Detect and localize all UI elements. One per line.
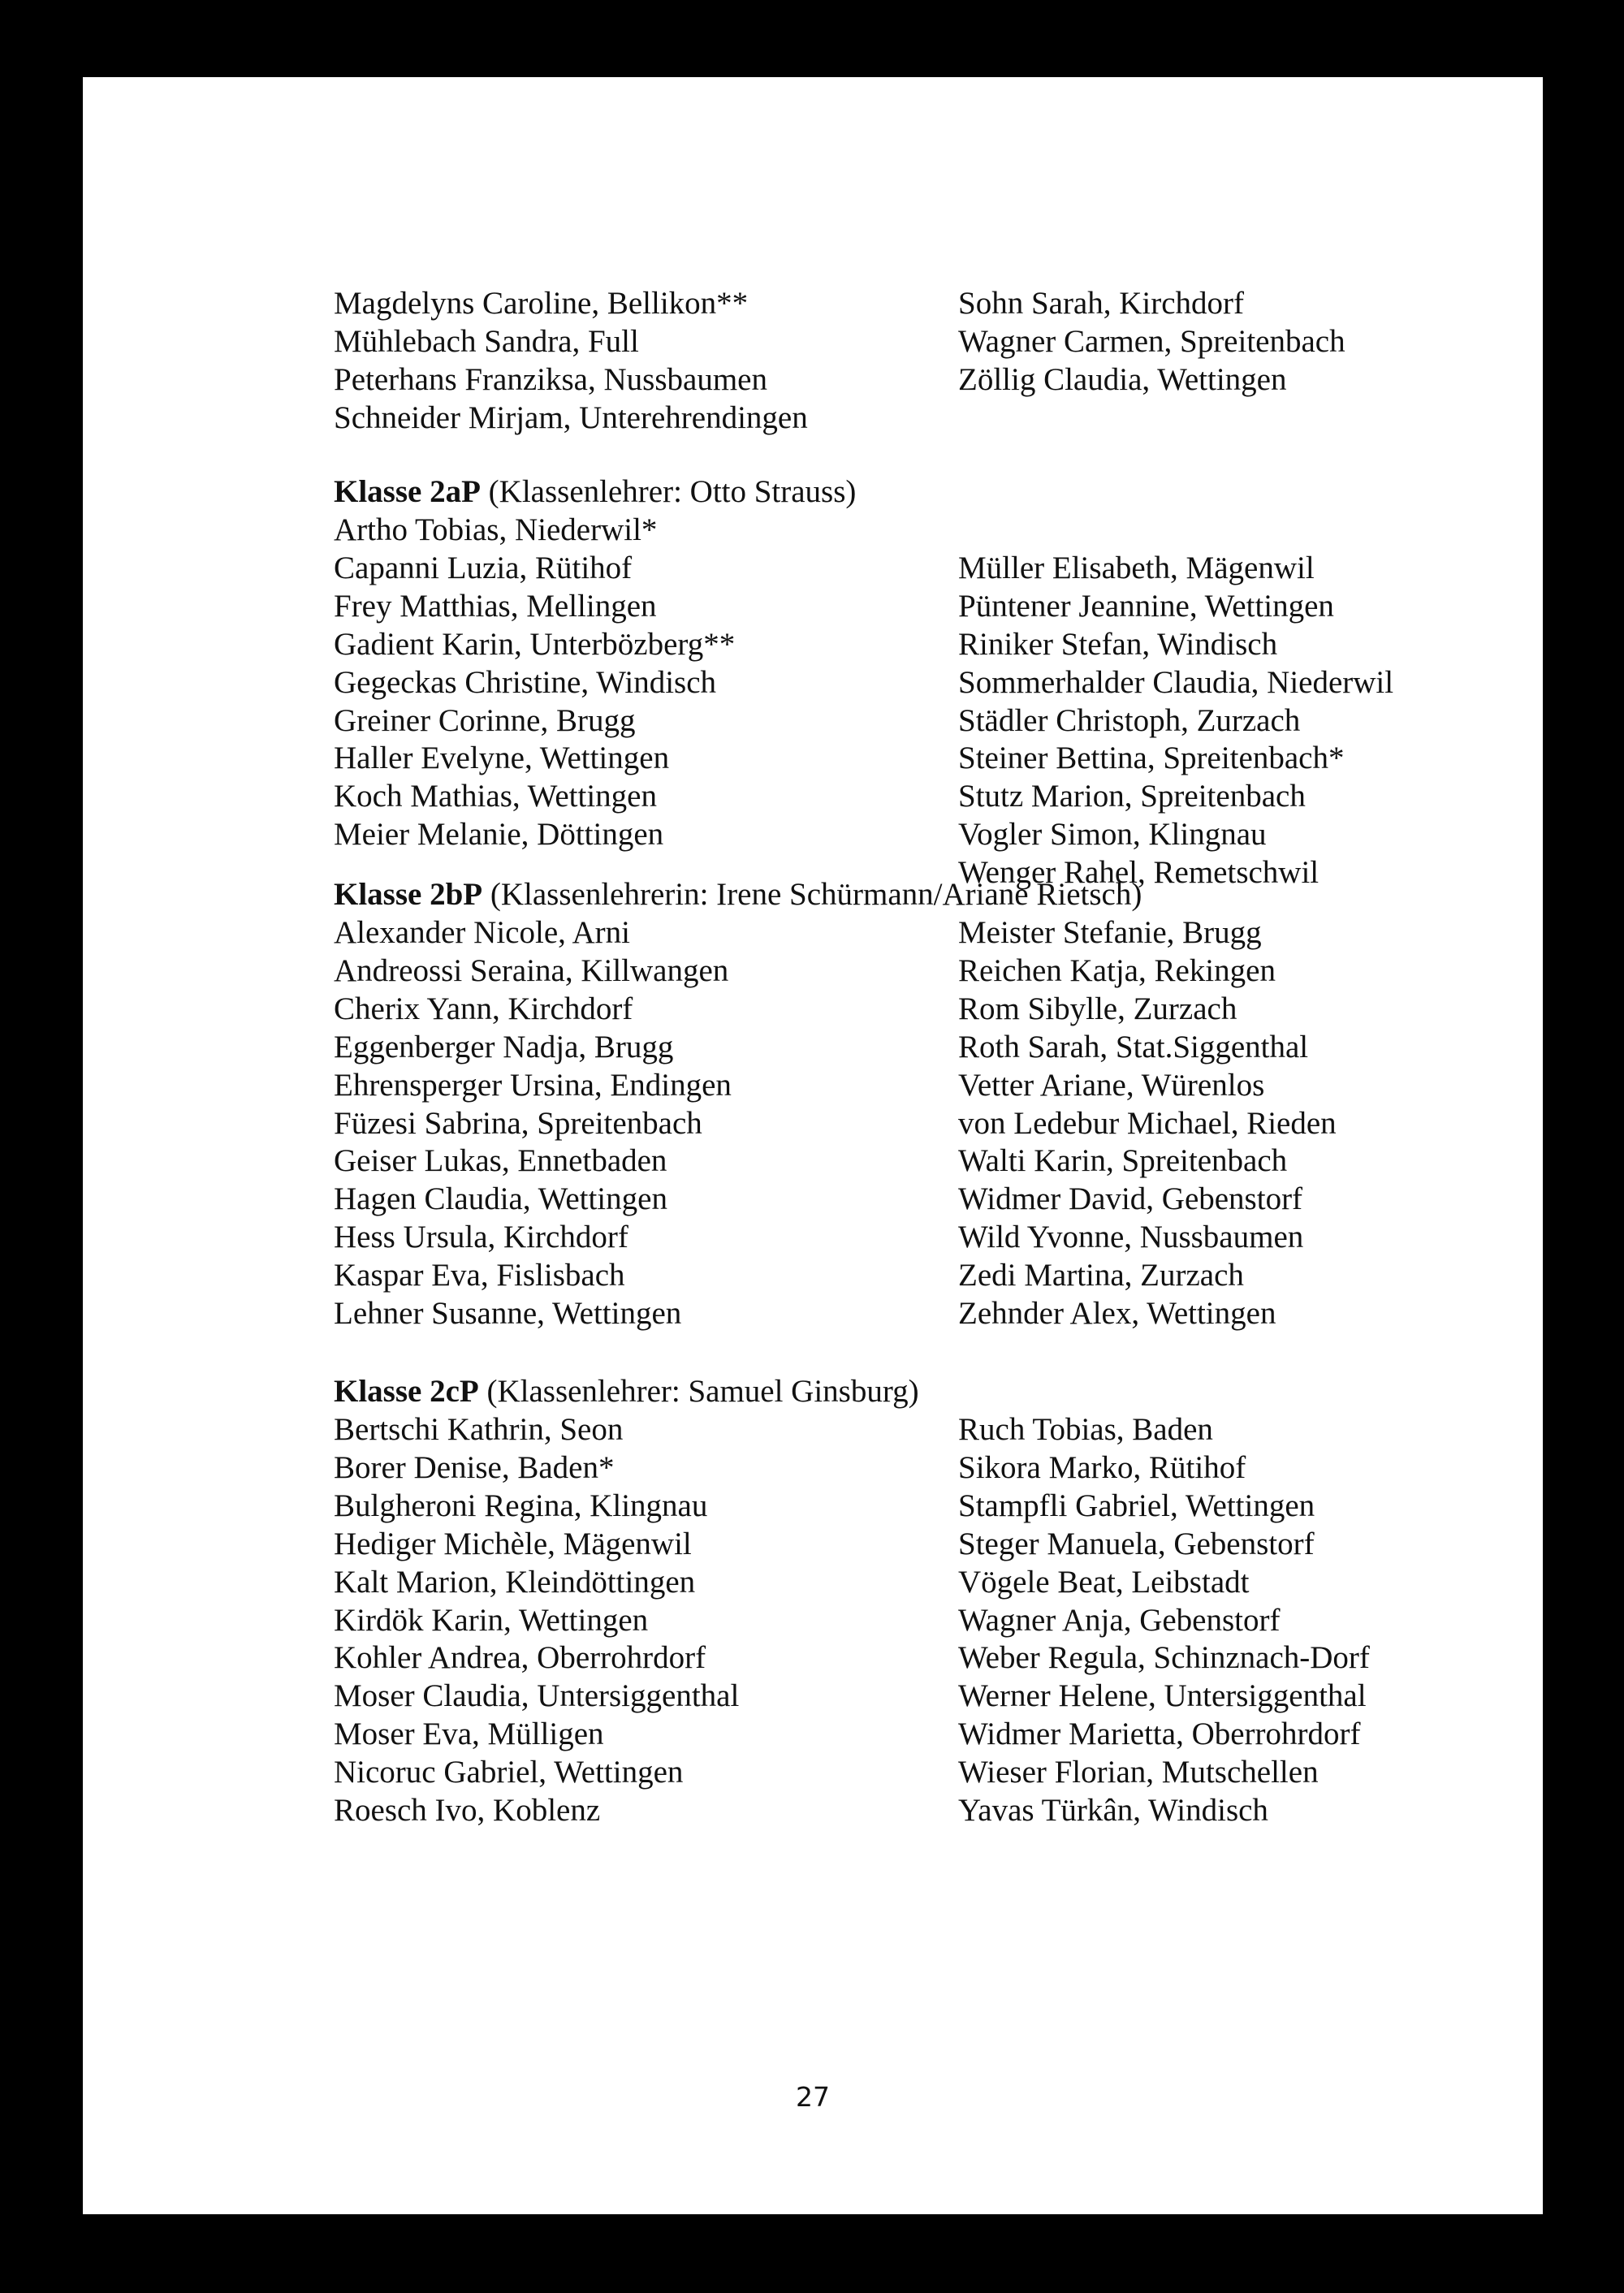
student-entry: Weber Regula, Schinznach-Dorf [958,1640,1370,1676]
student-entry: Kalt Marion, Kleindöttingen [334,1564,696,1600]
student-entry: Greiner Corinne, Brugg [334,702,636,738]
student-entry: Zehnder Alex, Wettingen [958,1296,1276,1331]
student-entry: Sikora Marko, Rütihof [958,1449,1246,1485]
class-teacher: (Klassenlehrer: Otto Strauss) [488,474,857,509]
student-entry: Hess Ursula, Kirchdorf [334,1220,628,1255]
student-entry: Widmer David, Gebenstorf [958,1181,1303,1217]
student-entry: Meister Stefanie, Brugg [958,915,1262,950]
student-entry: Cherix Yann, Kirchdorf [334,991,633,1026]
student-entry: Geiser Lukas, Ennetbaden [334,1143,667,1179]
student-entry: Püntener Jeannine, Wettingen [958,588,1334,624]
student-entry: Borer Denise, Baden* [334,1449,615,1485]
student-entry: Haller Evelyne, Wettingen [334,741,670,776]
student-entry: Lehner Susanne, Wettingen [334,1296,682,1331]
student-entry: Steger Manuela, Gebenstorf [958,1526,1315,1561]
student-entry: Gegeckas Christine, Windisch [334,664,717,700]
student-entry: Rom Sibylle, Zurzach [958,991,1237,1026]
page-number: 27 [796,2081,830,2113]
student-entry: Vogler Simon, Klingnau [958,817,1267,853]
student-entry: Zöllig Claudia, Wettingen [958,361,1287,397]
student-entry: Mühlebach Sandra, Full [334,323,639,359]
student-entry: Koch Mathias, Wettingen [334,779,657,814]
student-entry: Hagen Claudia, Wettingen [334,1181,667,1217]
student-entry: Artho Tobias, Niederwil* [334,512,658,547]
student-entry: Peterhans Franziksa, Nussbaumen [334,361,767,397]
class-heading [334,875,1142,913]
class-heading [334,473,856,511]
student-entry: Roesch Ivo, Koblenz [334,1793,601,1828]
student-entry: Meier Melanie, Döttingen [334,817,664,853]
student-entry: Kirdök Karin, Wettingen [334,1602,649,1638]
student-entry: Eggenberger Nadja, Brugg [334,1029,674,1064]
student-entry: Reichen Katja, Rekingen [958,952,1276,988]
student-entry: Frey Matthias, Mellingen [334,588,657,624]
document-page [83,77,1543,2214]
student-entry: Vögele Beat, Leibstadt [958,1564,1250,1600]
student-entry: Kaspar Eva, Fislisbach [334,1258,625,1293]
student-entry: Steiner Bettina, Spreitenbach* [958,741,1345,776]
student-entry: Wenger Rahel, Remetschwil [958,855,1320,891]
student-entry: Moser Claudia, Untersiggenthal [334,1678,740,1714]
student-entry: Nicoruc Gabriel, Wettingen [334,1755,684,1790]
student-entry: von Ledebur Michael, Rieden [958,1105,1337,1141]
student-entry: Andreossi Seraina, Killwangen [334,952,729,988]
student-entry: Walti Karin, Spreitenbach [958,1143,1288,1179]
student-entry: Bertschi Kathrin, Seon [334,1412,624,1447]
class-name: Klasse 2aP [334,474,481,509]
student-entry: Hediger Michèle, Mägenwil [334,1526,692,1561]
student-entry: Capanni Luzia, Rütihof [334,550,633,585]
class-teacher: (Klassenlehrerin: Irene Schürmann/Ariane Rietsch) [490,877,1142,912]
class-heading [334,1372,919,1410]
student-entry: Vetter Ariane, Würenlos [958,1067,1265,1103]
student-entry: Wild Yvonne, Nussbaumen [958,1220,1304,1255]
student-entry: Bulgheroni Regina, Klingnau [334,1488,708,1523]
student-entry: Moser Eva, Mülligen [334,1717,604,1752]
student-entry: Sohn Sarah, Kirchdorf [958,286,1245,321]
student-entry: Werner Helene, Untersiggenthal [958,1678,1367,1714]
student-entry: Wagner Anja, Gebenstorf [958,1602,1281,1638]
student-entry: Stutz Marion, Spreitenbach [958,779,1306,814]
student-entry: Yavas Türkân, Windisch [958,1793,1268,1828]
student-entry: Riniker Stefan, Windisch [958,626,1278,662]
student-entry: Städler Christoph, Zurzach [958,702,1301,738]
student-entry: Müller Elisabeth, Mägenwil [958,550,1315,585]
student-entry: Magdelyns Caroline, Bellikon** [334,286,749,321]
class-name: Klasse 2cP [334,1374,479,1409]
student-entry: Ruch Tobias, Baden [958,1412,1213,1447]
student-entry: Sommerhalder Claudia, Niederwil [958,664,1394,700]
class-name: Klasse 2bP [334,877,483,912]
class-teacher: (Klassenlehrer: Samuel Ginsburg) [486,1374,919,1409]
student-entry: Ehrensperger Ursina, Endingen [334,1067,732,1103]
student-entry: Roth Sarah, Stat.Siggenthal [958,1029,1309,1064]
student-entry: Gadient Karin, Unterbözberg** [334,626,736,662]
student-entry: Widmer Marietta, Oberrohrdorf [958,1717,1361,1752]
student-entry: Alexander Nicole, Arni [334,915,630,950]
student-entry: Kohler Andrea, Oberrohrdorf [334,1640,706,1676]
student-entry: Füzesi Sabrina, Spreitenbach [334,1105,702,1141]
student-entry: Stampfli Gabriel, Wettingen [958,1488,1315,1523]
student-entry: Schneider Mirjam, Unterehrendingen [334,399,808,435]
student-entry: Zedi Martina, Zurzach [958,1258,1244,1293]
student-entry: Wieser Florian, Mutschellen [958,1755,1319,1790]
student-entry: Wagner Carmen, Spreitenbach [958,323,1345,359]
